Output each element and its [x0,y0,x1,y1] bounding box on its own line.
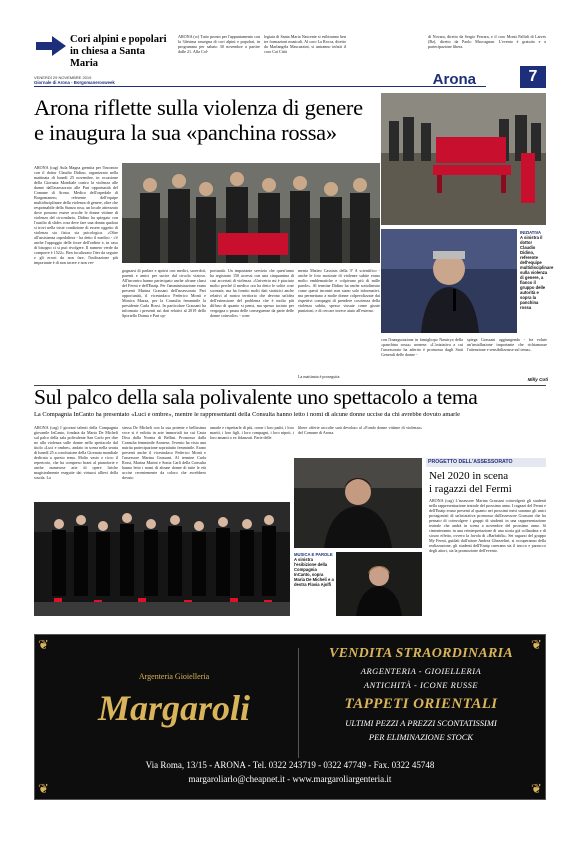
article2-text: libere offerte raccolte sarà devoluto al «Fondo donne vittime di violenza» del Comune di Arona. [298,425,422,435]
article1-text: ARONA (cag) Aula Magna gremita per l'incontro con il dottor Claudio Didino, organizzato nella mattinata di lunedì 25 novembre, in occasione della Giornata Mondiale contro la violenza alle donne dall'assessorato alle Pari opportunità del Comune di Arona. Medico dell'ospedale di Borgomanero, referente dell'equipe multidisciplinare della violenza di genere, oltre che responsabile della Stanza rosa, un locale attrezzato dove possono essere accolte le donne vittime di violenza del circondario, Didino ha spiegato con l'ausilio di slides cosa deve fare una donna qualora si trovi nella triste condizione di essere oggetto di violenza sia fisica sia psicologica. «Oltre all'assistenza ospedaliera - ha detto il medico - c'è anche l'appoggio delle forze dell'ordine e, in caso di bisogno ci si può rivolgere. Il numero verde da comporre è 1522». Ben focalizzato l'iter da seguire e gli errori da non fare, l'indicazione più importante è di non tacere e non ver- [34,165,118,265]
article2-text: ARONA (cag) I giovani talenti della Compagnia giovanile InCanto, fondata da Maria De Micheli sul palco della sala polivalente San Carlo per dire no alla violenza sulle donne nello spettacolo dal titolo «Luci e ombre», andato in scena nella serata di lunedì 25 a conclusione della Giornata mondiale dedicata a questo tema. Molto vasto e ricco il repertorio, che ha compreso brani al pianoforte e anche numerose arie di opere liriche magistralmente eseguite dai virtuosi allievi della scuola. La [34,425,118,480]
teaser-title-line: Cori alpini e popolari [70,34,167,45]
page-number: 7 [520,66,546,88]
issue-date: VENERDÌ 29 NOVEMBRE 2019 [34,75,92,80]
section-name: Arona [432,71,476,88]
ad-line: ARGENTERIA - GIOIELLERIA [360,666,482,676]
sidebar-tag: PROGETTO DELL'ASSESSORATO [426,458,546,467]
sidebar-title-line: i ragazzi del Fermi [429,482,512,495]
photo-flavia-ajolfi [336,552,422,616]
ad-line: PER ELIMINAZIONE STOCK [368,732,474,742]
article1-text: menta Matteo Cassinis della 3ª A scientifico - anche le foto mostrate di violenze subite erano molto emblematiche e colpivano più di mille parole». Al termine Didino ha anche sottolineato come questi incontri non siano solo informativi, ma permettano a molte donne colpevolizzate dai rispettivi compagni di prendere coscienza della violenza subita, spesso vissute come giuste punizioni, e di cercare invece aiuto all'esterno. [298,268,380,313]
article2-headline: Sul palco della sala polivalente uno spettacolo a tema [34,385,478,409]
article1-text: La mattinata è proseguita [298,374,340,379]
article1-caption [520,230,554,350]
article1-signature: Milly Coti [527,377,548,382]
article2-text: stessa De Micheli con la sua potente e bellissima voce si è esibita in arie immortali tra cui Casta Diva dalla Norma di Bellini. Promosso dalla Consulta femminile Aronese, l'evento ha visto una nutrita partecipazione soprattutto femminile. Erano presenti anche il vicesindaco Federico Monti e l'assessore Marina Grassani. Al termine Carla Rossi, Marina Marini e Sonia Carli della Consulta hanno letto i nomi di alcune donne di tutte le età uccise recentemente da coloro che avrebbero dovuto [122,425,206,480]
ad-line: ULTIMI PEZZI A PREZZI SCONTATISSIMI [345,718,497,728]
photo-red-bench [381,93,546,225]
photo-stage-performance [34,502,290,616]
sidebar-text: ARONA (cag) L'assessore Marina Grassani coinvolgerà gli studenti nella rappresentazione teatrale del prossimo anno. I ragazzi del Fermi e dell'Enaip erano presenti al quanto nei prossimi mesi saranno gli unici protagonisti di un'iniziativa promossa dall'assessore Grassani che ha pensato di coinvolgere i gruppi di studenti in una rappresentazione teatrale che andrà in scena a novembre del prossimo anno. Si cimenteranno in una reinterpretazione di una storia già collaudata e di sicuro effetto, ovvero la favola di «Barbablù». Sei ragazzi del gruppo My Fermi, guidati dall'attore Andrea Ghezzelini, si occuperanno della realizzazione, gli studenti dell'Enaip curerann sia il trucco e parrucco degli attori, sia la promozione dell'evento. [429,498,546,553]
ad-headline-2: TAPPETI ORIENTALI [344,696,498,712]
ad-headline: VENDITA STRAORDINARIA [328,646,514,661]
article1-text: spiega Grassani aggiungendo - fra volute un'installazione importante che richiamasse l'attenzione e sensibilizzasse sul tema». [467,337,547,352]
caption-title: MUSICA E PAROLE [294,552,333,557]
caption-body: A sinistra il dottor Claudio Didino, referente dell'equipe multidisciplinare sulla violenza di genere, a fianco il gruppo delle autorità e sopra la panchina rossa [520,235,554,310]
ad-brand-small: Argenteria Gioielleria [138,672,210,681]
masthead-rule [34,86,486,87]
teaser-title-line: in chiesa a Santa Maria [70,46,145,69]
sidebar-title-line: Nel 2020 in scena [429,470,509,482]
article2-subhead: La Compagnia InCanto ha presentato «Luci e ombre», mentre le rappresentanti della Consulta hanno letto i nomi di alcune donne uccise da chi avrebbe dovuto amarle [34,412,460,418]
article1-headline [34,95,380,145]
headline-line: e inaugura la sua «panchina rossa» [34,120,337,145]
photo-authorities-group [122,163,380,263]
ad-ornament-icon: ❦ [531,637,542,652]
photo-doctor-didino [381,229,517,333]
ad-brand-divider [298,648,299,758]
article1-text: con l'inaugurazione in famigliopo Nassirya della «panchina rossa» aronese. «L'iniziativa a cui l'assessorato ha aderito è promossa dagli Stati Generali delle donne - [381,337,463,357]
headline-line: Arona riflette sulla violenza di genere [34,95,363,120]
caption-body: A sinistra l'esibizione della Compagnia InCanto, sopra Maria De Micheli e a destra Flavia Ajolfi [294,557,334,587]
teaser-text: legiata di Santa Maria Nascente si esibiranno ben tre formazioni musicali. Al coro La Rocca, diretto da Marlangela Mascazzini, si uniranno infatti il coro Cai Città [264,34,346,54]
ad-ornament-icon: ❦ [38,637,49,652]
article1-text: portunità. Un importante servizio che quest'anno ha registrato 150 accessi con una cinquantina di casi accertati di violenza. «Univetrio mi è piaciuto molto perché il medico ora ha detto le solite cose scontate, ma ha fornito molti dati statistici anche relativi al nostro territorio che devono un'idea dell'estensione del problema che è molto più diffuso di quanto si pensi, ma spesso taciuto per vergogna o paura delle conseguenze da parte delle donne coinvolte» - com- [210,268,294,318]
teaser-text: di Novara, diretto da Sergio Ferrara, e il coro Monti Pallidi di Laives (Bz), diretto da Paolo Maccagnan. L'evento è gratuito e a partecipazione libera. [428,34,546,49]
ad-ornament-icon: ❦ [531,781,542,796]
photo-maria-de-micheli [294,458,422,548]
teaser-arrow-icon [36,36,66,56]
sidebar-title [429,470,547,495]
ad-address: Via Roma, 13/15 - ARONA - Tel. 0322 243719 - 0322 47749 - Fax. 0322 45748 [145,760,435,770]
ad-contacts: margaroliarlo@cheapnet.it - www.margaroliargenteria.it [188,774,392,784]
teaser-title [70,34,175,70]
caption-title: INIZIATIVA [520,230,542,235]
article1-text: gognarsi di parlare e aprirsi con medici, sacerdoti, parenti e amici per uscire dal circolo vizioso. All'incontro hanno partecipato anche alcune classi del Fermi e dell'Enaip. Per l'amministrazione erano presenti Marina Grassani dell'assessorato Pari opportunità, il vicesindaco Federico Monti e Monica Mazza, per la Consulta femminile la presidente Carla Rossi. In particolare Grassani ha informato i presenti sui dati relativi al 2019 dello Sportello Donna e Pari op- [122,268,206,318]
ad-ornament-icon: ❦ [38,781,49,796]
paper-name: Giornale di Arona - Borgomanerosweek [34,80,115,85]
article2-caption [294,552,334,616]
ad-line: ANTICHITÀ - ICONE RUSSE [363,680,479,690]
article2-text: amarle e rispettarle di più, come i loro padri, i loro mariti, i loro figli, i loro compagni, i loro nipoti, i loro amanti o ex fidanzati. Parte delle [210,425,294,440]
ad-brand: Margaroli [97,688,251,728]
teaser-text: ARONA (cr) Tutto pronto per l'appuntamento con la 34esima rassegna di cori alpini e popolari, in programma per sabato 30 novembre a partire dalle 21. Alla Col- [178,34,260,54]
